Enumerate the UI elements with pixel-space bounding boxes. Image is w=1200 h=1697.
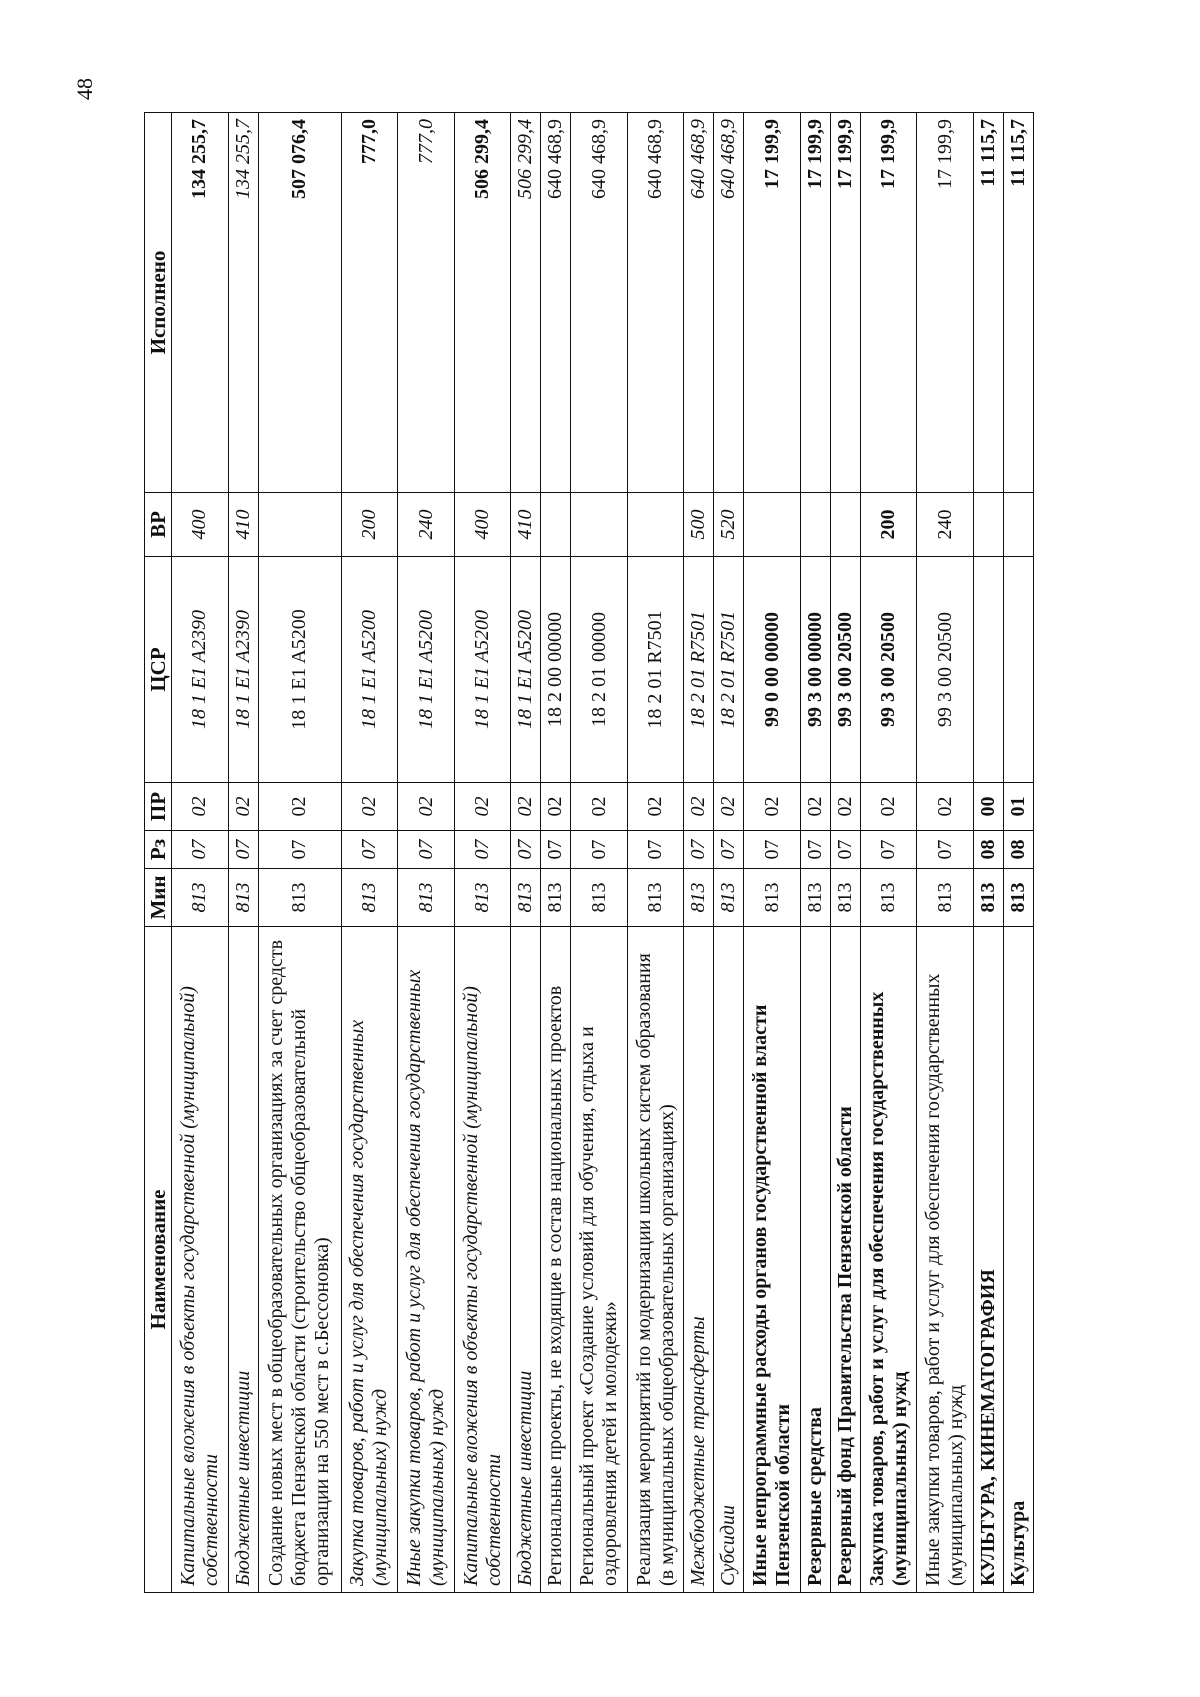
table-row bbox=[172, 113, 229, 1593]
cell-min: 813 bbox=[860, 869, 917, 927]
cell-csr: 18 2 01 R7501 bbox=[714, 557, 744, 783]
cell-vr bbox=[1003, 493, 1033, 557]
cell-csr: 18 1 E1 A5200 bbox=[454, 557, 511, 783]
cell-csr: 99 3 00 00000 bbox=[800, 557, 830, 783]
cell-vr bbox=[541, 493, 571, 557]
table-row bbox=[571, 113, 628, 1593]
cell-rz: 07 bbox=[571, 831, 628, 869]
cell-name: Региональные проекты, не входящие в состав национальных проектов bbox=[541, 927, 571, 1593]
cell-rz: 07 bbox=[860, 831, 917, 869]
cell-min: 813 bbox=[172, 869, 229, 927]
cell-sum: 507 076,4 bbox=[258, 113, 341, 493]
table-container bbox=[144, 113, 1034, 1593]
table-row bbox=[511, 113, 541, 1593]
cell-pr: 02 bbox=[714, 783, 744, 831]
header-pr: ПР bbox=[145, 783, 172, 831]
header-name: Наименование bbox=[145, 927, 172, 1593]
cell-name: Региональный проект «Создание условий для обучения, отдыха и оздоровления детей и молодежи» bbox=[571, 927, 628, 1593]
cell-name: Иные закупки товаров, работ и услуг для обеспечения государственных (муниципальных) нужд bbox=[917, 927, 974, 1593]
header-csr: ЦСР bbox=[145, 557, 172, 783]
cell-sum: 11 115,7 bbox=[973, 113, 1003, 493]
cell-vr: 240 bbox=[917, 493, 974, 557]
cell-rz: 08 bbox=[1003, 831, 1033, 869]
cell-csr: 18 1 E1 A5200 bbox=[511, 557, 541, 783]
cell-sum: 134 255,7 bbox=[172, 113, 229, 493]
cell-pr: 02 bbox=[917, 783, 974, 831]
cell-vr bbox=[830, 493, 860, 557]
header-min: Мин bbox=[145, 869, 172, 927]
cell-pr: 02 bbox=[744, 783, 801, 831]
cell-pr: 02 bbox=[800, 783, 830, 831]
cell-min: 813 bbox=[800, 869, 830, 927]
table-header-row bbox=[145, 113, 172, 1593]
cell-rz: 07 bbox=[800, 831, 830, 869]
cell-rz: 07 bbox=[398, 831, 455, 869]
cell-vr bbox=[744, 493, 801, 557]
cell-min: 813 bbox=[571, 869, 628, 927]
cell-csr: 99 3 00 20500 bbox=[830, 557, 860, 783]
cell-name: Закупка товаров, работ и услуг для обеспечения государственных (муниципальных) нужд bbox=[860, 927, 917, 1593]
cell-pr: 02 bbox=[541, 783, 571, 831]
cell-vr: 520 bbox=[714, 493, 744, 557]
cell-name: Субсидии bbox=[714, 927, 744, 1593]
cell-min: 813 bbox=[1003, 869, 1033, 927]
cell-rz: 07 bbox=[541, 831, 571, 869]
table-row bbox=[454, 113, 511, 1593]
cell-vr: 410 bbox=[228, 493, 258, 557]
cell-csr: 99 3 00 20500 bbox=[917, 557, 974, 783]
cell-min: 813 bbox=[627, 869, 684, 927]
cell-csr: 18 2 01 00000 bbox=[571, 557, 628, 783]
cell-rz: 07 bbox=[684, 831, 714, 869]
cell-pr: 02 bbox=[627, 783, 684, 831]
cell-vr bbox=[973, 493, 1003, 557]
cell-csr: 99 3 00 20500 bbox=[860, 557, 917, 783]
cell-rz: 07 bbox=[341, 831, 398, 869]
table-row bbox=[684, 113, 714, 1593]
cell-name: Культура bbox=[1003, 927, 1033, 1593]
cell-min: 813 bbox=[398, 869, 455, 927]
table-row bbox=[830, 113, 860, 1593]
cell-name: Резервные средства bbox=[800, 927, 830, 1593]
cell-sum: 17 199,9 bbox=[860, 113, 917, 493]
cell-pr: 02 bbox=[258, 783, 341, 831]
cell-name: Капитальные вложения в объекты государственной (муниципальной) собственности bbox=[172, 927, 229, 1593]
cell-rz: 07 bbox=[228, 831, 258, 869]
cell-pr: 02 bbox=[398, 783, 455, 831]
cell-min: 813 bbox=[541, 869, 571, 927]
cell-rz: 07 bbox=[511, 831, 541, 869]
cell-pr: 00 bbox=[973, 783, 1003, 831]
cell-sum: 640 468,9 bbox=[541, 113, 571, 493]
cell-csr: 18 1 E1 A2390 bbox=[172, 557, 229, 783]
cell-vr bbox=[571, 493, 628, 557]
cell-csr: 18 2 01 R7501 bbox=[684, 557, 714, 783]
table-row bbox=[627, 113, 684, 1593]
cell-sum: 640 468,9 bbox=[627, 113, 684, 493]
cell-min: 813 bbox=[258, 869, 341, 927]
cell-csr bbox=[973, 557, 1003, 783]
cell-name: Иные закупки товаров, работ и услуг для обеспечения государственных (муниципальных) нужд bbox=[398, 927, 455, 1593]
cell-rz: 07 bbox=[744, 831, 801, 869]
cell-sum: 640 468,9 bbox=[571, 113, 628, 493]
cell-csr: 18 1 E1 A5200 bbox=[398, 557, 455, 783]
cell-csr bbox=[1003, 557, 1033, 783]
table-row bbox=[258, 113, 341, 1593]
cell-name: Создание новых мест в общеобразовательных организациях за счет средств бюджета Пензенской области (строительство общеобразовательной организации на 550 мест в с.Бессоновка) bbox=[258, 927, 341, 1593]
cell-vr: 400 bbox=[454, 493, 511, 557]
cell-min: 813 bbox=[917, 869, 974, 927]
table-row bbox=[973, 113, 1003, 1593]
cell-csr: 18 1 E1 A2390 bbox=[228, 557, 258, 783]
cell-name: КУЛЬТУРА, КИНЕМАТОГРАФИЯ bbox=[973, 927, 1003, 1593]
header-rz: Рз bbox=[145, 831, 172, 869]
header-vr: ВР bbox=[145, 493, 172, 557]
cell-sum: 640 468,9 bbox=[714, 113, 744, 493]
cell-sum: 506 299,4 bbox=[511, 113, 541, 493]
cell-min: 813 bbox=[830, 869, 860, 927]
budget-table bbox=[144, 112, 1034, 1593]
cell-sum: 17 199,9 bbox=[830, 113, 860, 493]
cell-pr: 02 bbox=[511, 783, 541, 831]
cell-name: Межбюджетные трансферты bbox=[684, 927, 714, 1593]
cell-pr: 02 bbox=[684, 783, 714, 831]
table-row bbox=[800, 113, 830, 1593]
cell-min: 813 bbox=[714, 869, 744, 927]
cell-vr: 200 bbox=[341, 493, 398, 557]
cell-csr: 99 0 00 00000 bbox=[744, 557, 801, 783]
cell-sum: 777,0 bbox=[398, 113, 455, 493]
cell-min: 813 bbox=[454, 869, 511, 927]
cell-vr: 500 bbox=[684, 493, 714, 557]
cell-sum: 17 199,9 bbox=[917, 113, 974, 493]
cell-rz: 07 bbox=[627, 831, 684, 869]
cell-vr bbox=[800, 493, 830, 557]
cell-vr bbox=[627, 493, 684, 557]
cell-pr: 01 bbox=[1003, 783, 1033, 831]
cell-sum: 506 299,4 bbox=[454, 113, 511, 493]
cell-csr: 18 2 00 00000 bbox=[541, 557, 571, 783]
cell-sum: 134 255,7 bbox=[228, 113, 258, 493]
table-row bbox=[917, 113, 974, 1593]
cell-sum: 17 199,9 bbox=[800, 113, 830, 493]
cell-name: Капитальные вложения в объекты государственной (муниципальной) собственности bbox=[454, 927, 511, 1593]
cell-rz: 07 bbox=[917, 831, 974, 869]
table-body bbox=[172, 113, 1034, 1593]
table-row bbox=[1003, 113, 1033, 1593]
cell-name: Резервный фонд Правительства Пензенской области bbox=[830, 927, 860, 1593]
cell-rz: 07 bbox=[830, 831, 860, 869]
cell-pr: 02 bbox=[341, 783, 398, 831]
header-sum: Исполнено bbox=[145, 113, 172, 493]
cell-csr: 18 1 E1 A5200 bbox=[341, 557, 398, 783]
cell-vr: 200 bbox=[860, 493, 917, 557]
cell-csr: 18 2 01 R7501 bbox=[627, 557, 684, 783]
page-number: 48 bbox=[72, 78, 97, 100]
cell-name: Закупка товаров, работ и услуг для обеспечения государственных (муниципальных) нужд bbox=[341, 927, 398, 1593]
cell-pr: 02 bbox=[830, 783, 860, 831]
cell-sum: 11 115,7 bbox=[1003, 113, 1033, 493]
table-row bbox=[744, 113, 801, 1593]
cell-name: Иные непрограммные расходы органов государственной власти Пензенской области bbox=[744, 927, 801, 1593]
cell-vr: 400 bbox=[172, 493, 229, 557]
cell-min: 813 bbox=[973, 869, 1003, 927]
cell-sum: 17 199,9 bbox=[744, 113, 801, 493]
table-row bbox=[341, 113, 398, 1593]
cell-vr: 410 bbox=[511, 493, 541, 557]
cell-rz: 07 bbox=[714, 831, 744, 869]
table-row bbox=[228, 113, 258, 1593]
cell-pr: 02 bbox=[571, 783, 628, 831]
cell-pr: 02 bbox=[172, 783, 229, 831]
cell-name: Бюджетные инвестиции bbox=[511, 927, 541, 1593]
cell-rz: 08 bbox=[973, 831, 1003, 869]
table-row bbox=[398, 113, 455, 1593]
cell-pr: 02 bbox=[454, 783, 511, 831]
cell-min: 813 bbox=[341, 869, 398, 927]
cell-min: 813 bbox=[684, 869, 714, 927]
table-row bbox=[541, 113, 571, 1593]
cell-rz: 07 bbox=[258, 831, 341, 869]
cell-pr: 02 bbox=[860, 783, 917, 831]
cell-name: Бюджетные инвестиции bbox=[228, 927, 258, 1593]
cell-rz: 07 bbox=[454, 831, 511, 869]
cell-name: Реализация мероприятий по модернизации школьных систем образования (в муниципальных общеобразовательных организациях) bbox=[627, 927, 684, 1593]
cell-pr: 02 bbox=[228, 783, 258, 831]
cell-sum: 640 468,9 bbox=[684, 113, 714, 493]
cell-rz: 07 bbox=[172, 831, 229, 869]
cell-sum: 777,0 bbox=[341, 113, 398, 493]
cell-vr: 240 bbox=[398, 493, 455, 557]
table-row bbox=[860, 113, 917, 1593]
cell-csr: 18 1 E1 A5200 bbox=[258, 557, 341, 783]
cell-min: 813 bbox=[511, 869, 541, 927]
table-row bbox=[714, 113, 744, 1593]
cell-vr bbox=[258, 493, 341, 557]
cell-min: 813 bbox=[744, 869, 801, 927]
cell-min: 813 bbox=[228, 869, 258, 927]
